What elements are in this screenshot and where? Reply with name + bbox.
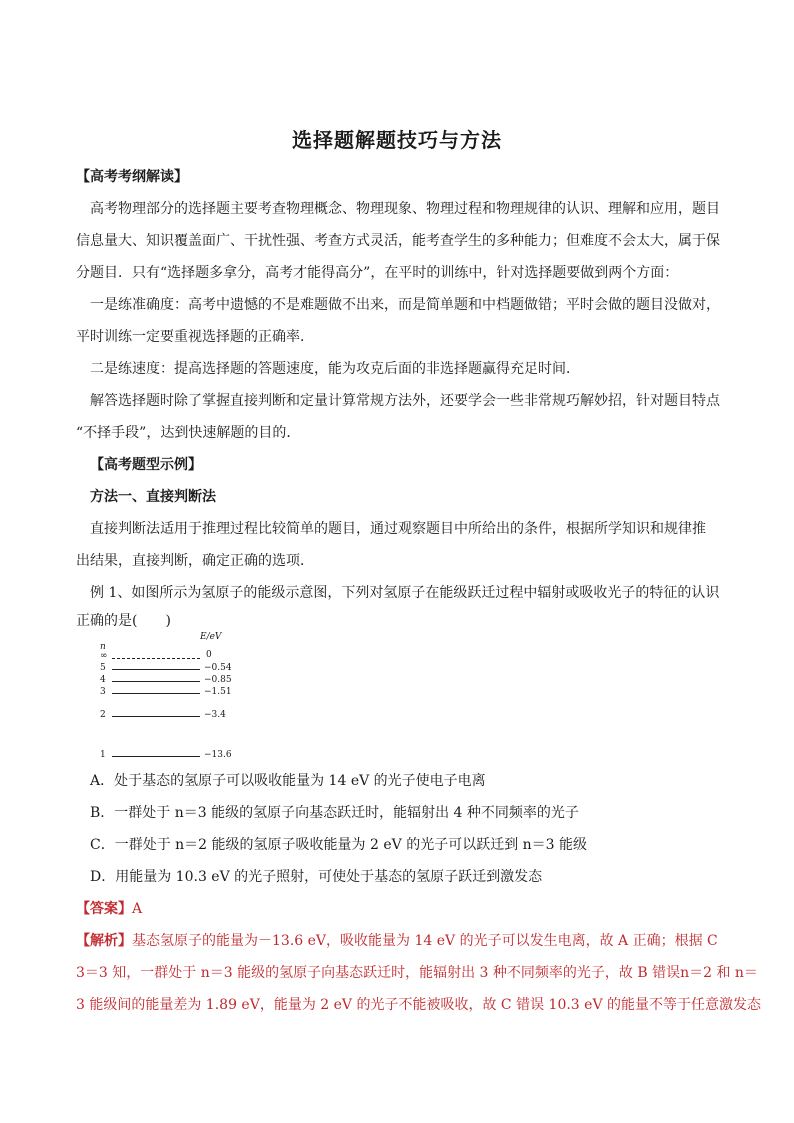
level-e-3: −1.51 bbox=[204, 687, 232, 697]
energy-level-diagram bbox=[100, 632, 280, 762]
intro-line-1: 高考物理部分的选择题主要考查物理概念、物理现象、物理过程和物理规律的认识、理解和应用，题目 bbox=[90, 201, 720, 217]
answer-value: A bbox=[132, 901, 143, 917]
intro-line-2: 信息量大、知识覆盖面广、干扰性强、考查方式灵活，能考查学生的多种能力；但难度不会太大，属于保 bbox=[76, 233, 720, 249]
level-line-inf bbox=[112, 658, 200, 659]
level-line-4 bbox=[112, 681, 200, 682]
analysis-line-1 bbox=[76, 930, 718, 950]
point3-line-1: 解答选择题时除了掌握直接判断和定量计算常规方法外，还要学会一些非常规巧解妙招，针对题目特点 bbox=[90, 393, 720, 409]
analysis-label: 【解析】 bbox=[76, 933, 132, 949]
intro-line-3: 分题目．只有“选择题多拿分，高考才能得高分”，在平时的训练中，针对选择题要做到两个方面： bbox=[76, 265, 679, 281]
section-heading-syllabus: 【高考考纲解读】 bbox=[76, 169, 188, 185]
method1-desc-line-1: 直接判断法适用于推理过程比较简单的题目，通过观察题目中所给出的条件，根据所学知识和规律推 bbox=[90, 521, 706, 537]
level-n-inf: ∞ bbox=[100, 651, 108, 661]
example-line-2: 正确的是( ) bbox=[76, 613, 171, 629]
point2-line: 二是练速度：提高选择题的答题速度，能为攻克后面的非选择题赢得充足时间． bbox=[90, 361, 580, 377]
point1-line-1: 一是练准确度：高考中遗憾的不是难题做不出来，而是简单题和中档题做错；平时会做的题目没做对， bbox=[90, 297, 720, 313]
level-n-2: 2 bbox=[100, 710, 106, 720]
level-n-3: 3 bbox=[100, 687, 106, 697]
level-line-3 bbox=[112, 693, 200, 694]
point3-line-2: “不择手段”，达到快速解题的目的． bbox=[76, 425, 301, 441]
level-line-5 bbox=[112, 669, 200, 670]
option-c: C．一群处于 n＝2 能级的氢原子吸收能量为 2 eV 的光子可以跃迁到 n＝3 能级 bbox=[90, 837, 588, 853]
point1-line-2: 平时训练一定要重视选择题的正确率． bbox=[76, 329, 314, 345]
diagram-energy-label: E/eV bbox=[200, 632, 222, 642]
level-e-2: −3.4 bbox=[204, 710, 226, 720]
level-n-1: 1 bbox=[100, 750, 106, 760]
analysis-text-1: 基态氢原子的能量为－13.6 eV，吸收能量为 14 eV 的光子可以发生电离，故 A 正确；根据 C bbox=[132, 933, 718, 949]
answer-label: 【答案】 bbox=[76, 901, 132, 917]
page-title: 选择题解题技巧与方法 bbox=[292, 128, 502, 152]
level-e-4: −0.85 bbox=[204, 675, 232, 685]
method1-heading: 方法一、直接判断法 bbox=[90, 489, 216, 505]
answer-line bbox=[76, 898, 708, 918]
level-e-1: −13.6 bbox=[204, 750, 232, 760]
level-n-4: 4 bbox=[100, 675, 106, 685]
analysis-line-2: 3＝3 知，一群处于 n＝3 能级的氢原子向基态跃迁时，能辐射出 3 种不同频率的光子，故 B 错误n＝2 和 n＝ bbox=[76, 965, 758, 981]
level-e-5: −0.54 bbox=[204, 663, 232, 673]
analysis-line-3: 3 能级间的能量差为 1.89 eV，能量为 2 eV 的光子不能被吸收，故 C 错误 10.3 eV 的能量不等于任意激发态 bbox=[76, 997, 762, 1013]
level-e-inf: 0 bbox=[206, 650, 212, 660]
option-b: B．一群处于 n＝3 能级的氢原子向基态跃迁时，能辐射出 4 种不同频率的光子 bbox=[90, 805, 579, 821]
diagram-n-label: n bbox=[100, 642, 106, 652]
level-n-5: 5 bbox=[100, 663, 106, 673]
option-a: A．处于基态的氢原子可以吸收能量为 14 eV 的光子使电子电离 bbox=[90, 773, 486, 789]
method1-desc-line-2: 出结果，直接判断，确定正确的选项． bbox=[76, 553, 314, 569]
level-line-2 bbox=[112, 716, 200, 717]
section-heading-examples: 【高考题型示例】 bbox=[90, 457, 202, 473]
example-line-1: 例 1、如图所示为氢原子的能级示意图，下列对氢原子在能级跃迁过程中辐射或吸收光子的特征的认识 bbox=[90, 585, 720, 601]
option-d: D．用能量为 10.3 eV 的光子照射，可使处于基态的氢原子跃迁到激发态 bbox=[90, 869, 543, 885]
level-line-1 bbox=[112, 756, 200, 757]
